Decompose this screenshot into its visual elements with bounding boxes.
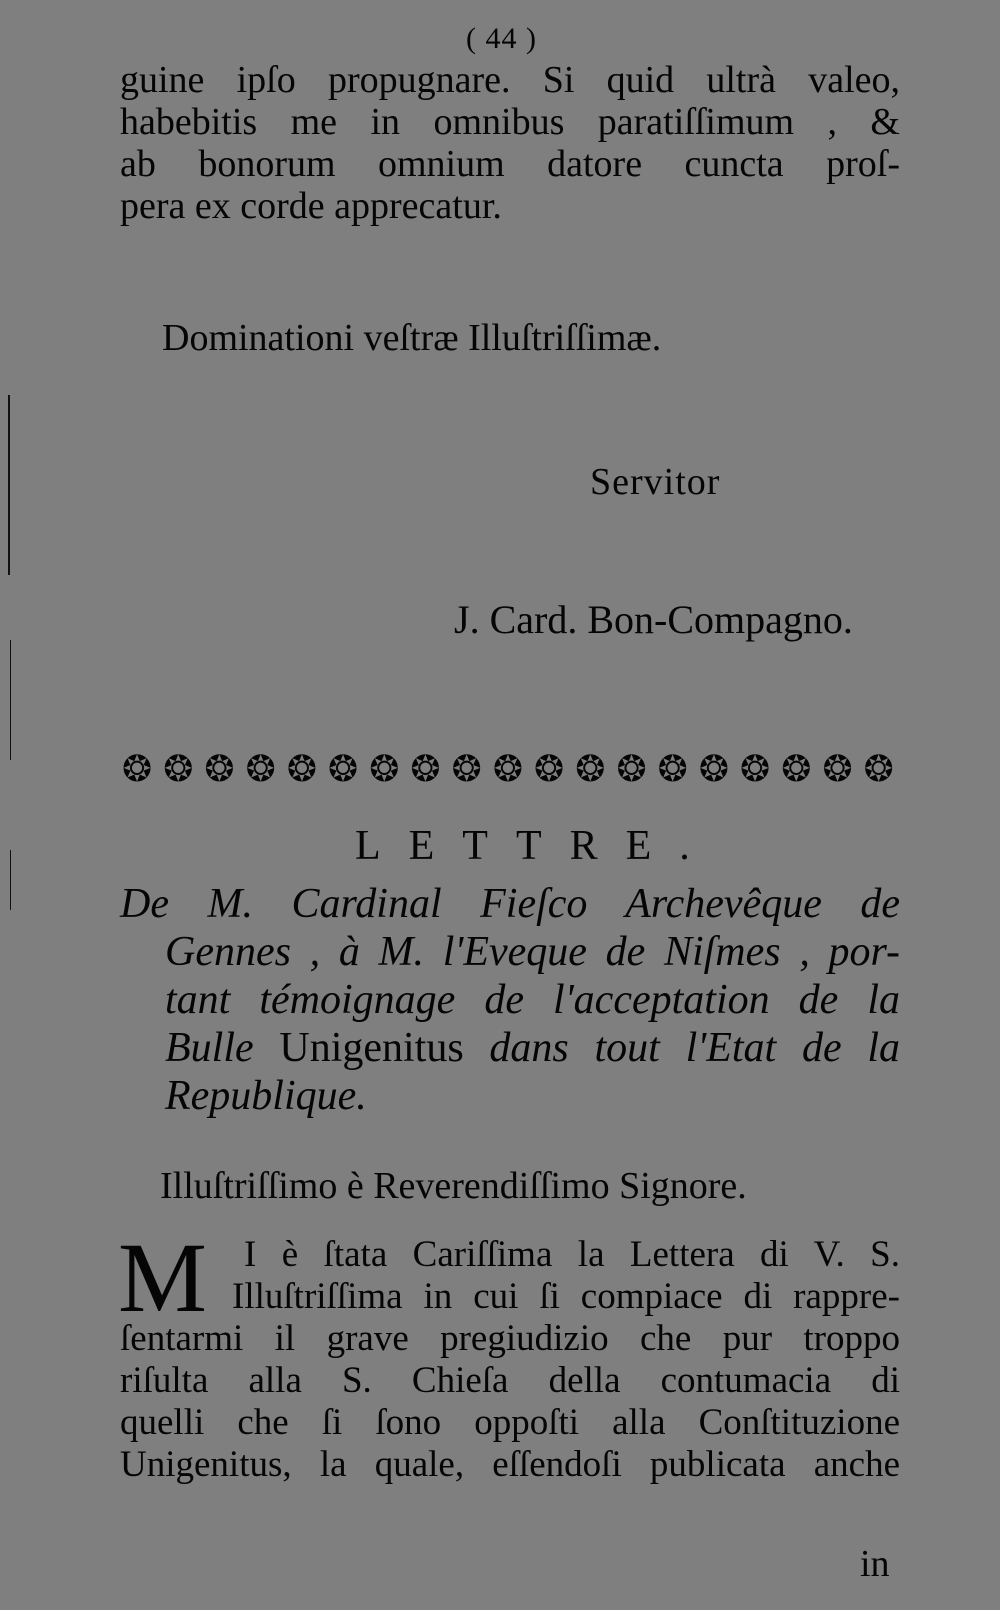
heading-line: De M. Cardinal Fieſco Archevêque de [120,881,900,927]
flower-ornament-icon: ❂ [616,749,647,790]
margin-mark [10,850,11,910]
flower-ornament-icon: ❂ [122,749,153,790]
text-line: pera ex corde apprecatur. [120,185,502,227]
body-line: I è ſtata Cariſſima la Lettera di V. S. [244,1234,900,1275]
body-line: riſulta alla S. Chieſa della contumacia di [120,1360,900,1401]
text-line: habebitis me in omnibus paratiſſimum , & [120,101,900,143]
flower-ornament-icon: ❂ [163,749,194,790]
signature: J. Card. Bon-Compagno. [454,597,853,642]
letter-title: LETTRE. [355,823,718,869]
heading-line: Gennes , à M. l'Eveque de Niſmes , por- [165,929,900,975]
closing-formula: Dominationi veſtræ Illuſtriſſimæ. [162,317,662,359]
flower-ornament-icon: ❂ [575,749,606,790]
bull-name: Unigenitus [279,1025,464,1071]
flower-ornament-icon: ❂ [410,749,441,790]
flower-ornament-icon: ❂ [286,749,317,790]
page-number: ( 44 ) [466,22,537,55]
flower-ornament-icon: ❂ [492,749,523,790]
text-line: guine ipſo propugnare. Si quid ultrà valeo, [120,59,900,101]
salutation: Illuſtriſſimo è Reverendiſſimo Signore. [160,1165,747,1207]
catchword: in [860,1543,890,1585]
flower-ornament-icon: ❂ [328,749,359,790]
servitor-line: Servitor [590,461,721,503]
flower-ornament-icon: ❂ [245,749,276,790]
heading-line: tant témoignage de l'acceptation de la [165,977,900,1023]
flower-ornament-icon: ❂ [822,749,853,790]
flower-ornament-icon: ❂ [657,749,688,790]
flower-ornament-icon: ❂ [740,749,771,790]
flower-ornament-icon: ❂ [451,749,482,790]
body-line: quelli che ſi ſono oppoſti alla Conſtituzione [120,1402,900,1443]
flower-ornament-icon: ❂ [534,749,565,790]
body-line: ſentarmi il grave pregiudizio che pur troppo [120,1318,900,1359]
text-line: ab bonorum omnium datore cuncta proſ- [120,143,900,185]
body-line: Unigenitus, la quale, eſſendoſi publicata anche [120,1444,900,1485]
flower-ornament-icon: ❂ [204,749,235,790]
flower-ornament-icon: ❂ [369,749,400,790]
margin-mark [10,640,11,760]
flower-ornament-icon: ❂ [781,749,812,790]
flower-ornament-icon: ❂ [863,749,894,790]
heading-line: Republique. [165,1073,367,1119]
drop-cap: M [118,1222,207,1333]
body-line: Illuſtriſſima in cui ſi compiace di rappre- [232,1276,900,1317]
flower-ornament-icon: ❂ [698,749,730,790]
margin-mark [8,395,10,575]
ornament-band [122,740,894,800]
heading-line: Bulle Unigenitus dans tout l'Etat de la [165,1025,900,1071]
